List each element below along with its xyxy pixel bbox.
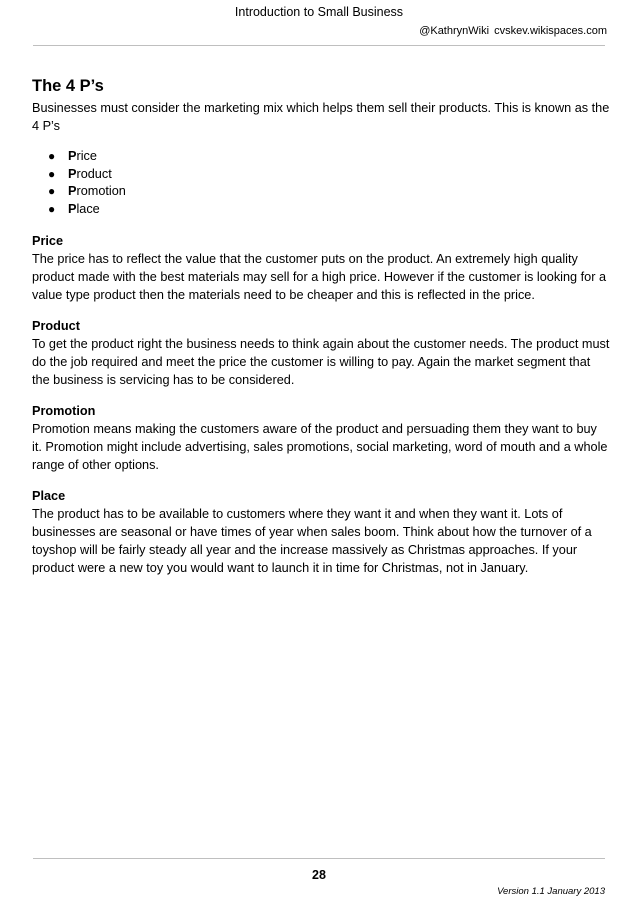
footer-divider <box>33 858 605 859</box>
document-title: The 4 P’s <box>32 77 104 95</box>
section-heading: Product <box>32 319 80 333</box>
section-product <box>32 317 610 389</box>
section-body: The price has to reflect the value that the customer puts on the product. An extremely high quality product made with the best materials may sell for a high price. However if the customer is looking for a value type product then the materials need to be cheaper and this is reflected in the price. <box>32 252 607 302</box>
section-place <box>32 487 610 577</box>
intro-paragraph: Businesses must consider the marketing mix which helps them sell their products. This is known as the 4 P’s <box>32 101 610 133</box>
section-body: The product has to be available to customers where they want it and when they want it. Lots of businesses are seasonal or have times of year when sales boom. Think about how the turnover of a toyshop will be fairly steady all year and the increase massively as Christmas approaches. If your product were a new toy you would want to launch it in time for Christmas, not in January. <box>32 507 592 575</box>
section-heading: Price <box>32 234 64 248</box>
bullet-icon: ● <box>48 166 56 181</box>
header-title: Introduction to Small Business <box>234 5 404 19</box>
list-item: ● Promotion <box>48 183 610 201</box>
bullet-icon: ● <box>48 201 56 216</box>
header-site: cvskev.wikispaces.com <box>494 25 607 37</box>
list-item: ● Product <box>48 166 610 184</box>
page-content <box>32 77 610 577</box>
header-meta <box>419 25 607 37</box>
section-body: To get the product right the business needs to think again about the customer needs. The product must do the job required and meet the price the customer is willing to pay. Again the market segment that the business is servicing has to be considered. <box>32 337 610 387</box>
four-ps-list <box>32 148 610 218</box>
page-number: 28 <box>312 868 326 882</box>
header-handle: @KathrynWiki <box>419 25 490 37</box>
bullet-icon: ● <box>48 149 56 163</box>
bullet-icon: ● <box>48 184 56 198</box>
version-label: Version 1.1 January 2013 <box>497 886 605 897</box>
section-promotion <box>32 402 610 474</box>
section-heading: Promotion <box>32 404 96 418</box>
section-price <box>32 232 610 304</box>
header-divider <box>33 45 605 46</box>
section-heading: Place <box>32 489 66 503</box>
list-item: ● Place <box>48 201 610 219</box>
section-body: Promotion means making the customers aware of the product and persuading them they want to buy it. Promotion might include advertising, sales promotions, social marketing, word of mouth and a whole range of other options. <box>32 422 608 472</box>
list-item: ● Price <box>48 148 610 166</box>
